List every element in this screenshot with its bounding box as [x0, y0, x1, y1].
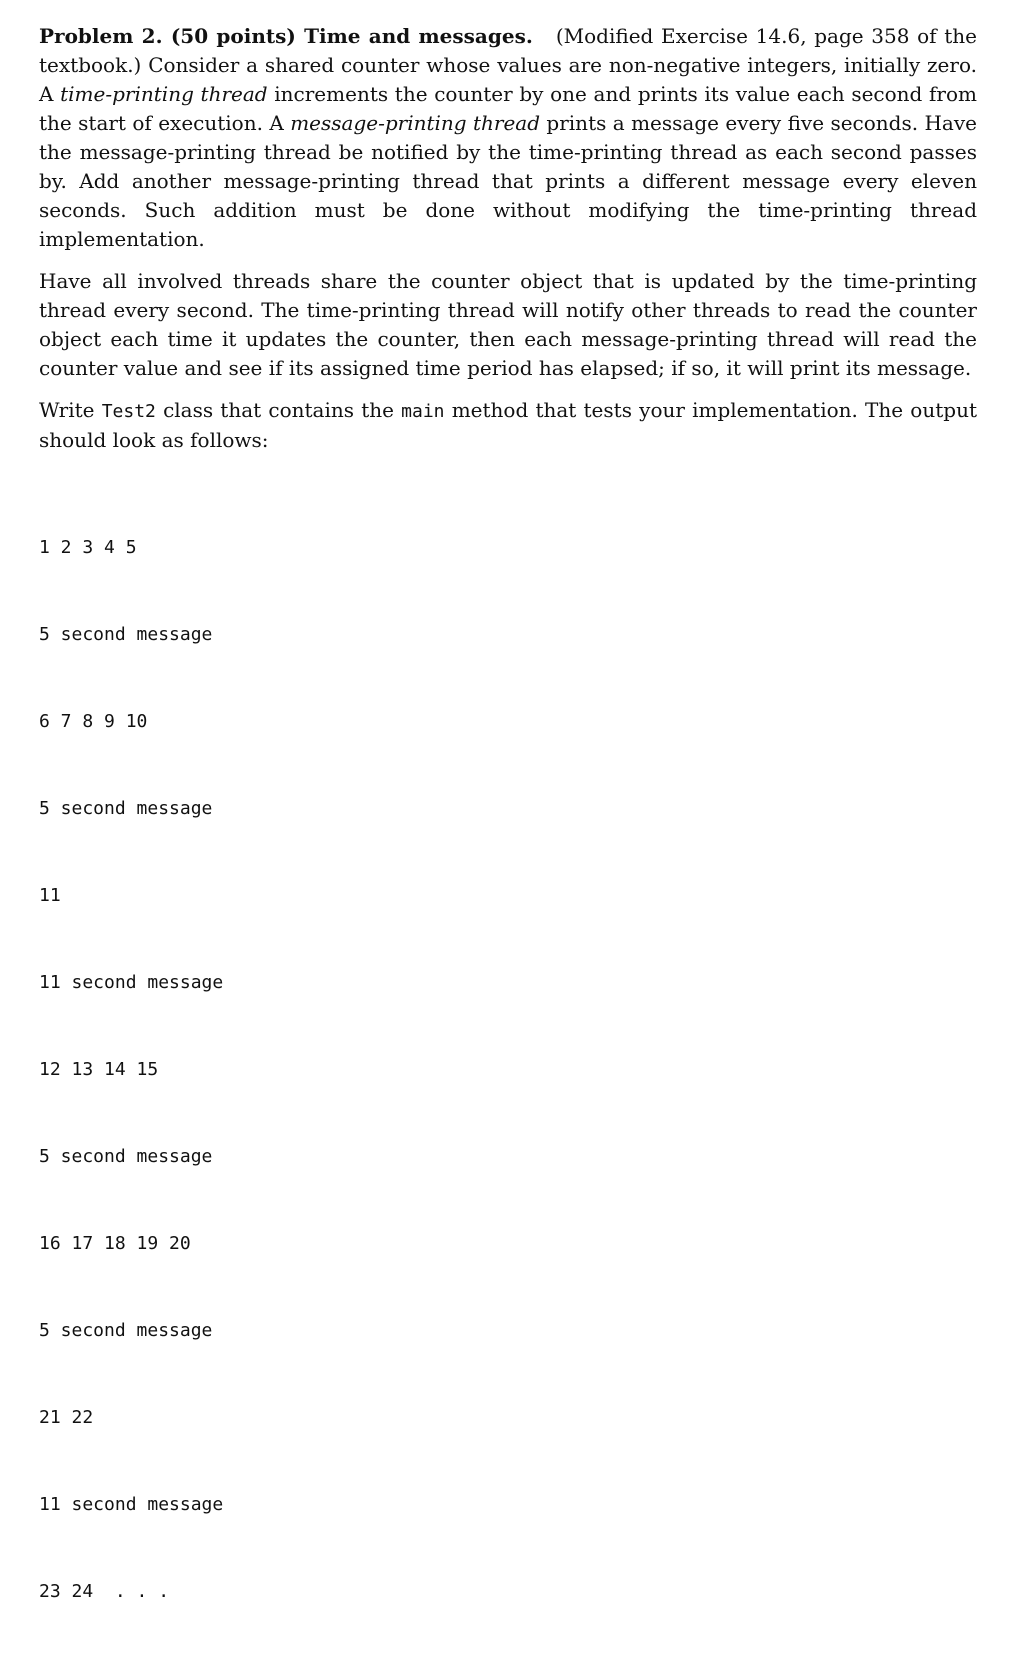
emphasis-term: time-printing thread [60, 82, 268, 106]
test-class-paragraph [39, 396, 977, 455]
emphasis-term: message-printing thread [290, 111, 541, 135]
output-line: 23 24 . . . [39, 1581, 170, 1602]
inline-code: Test2 [101, 401, 156, 422]
paragraph-text: prints a message every five seconds. Have the message-printing thread be notified by the time-printing thread as each second passes by. Add another message-printing thread that prints a different message every eleven seconds. Such addition must be done without modifying the time-printing thread implementation. [39, 111, 977, 251]
output-line: 5 second message [39, 798, 213, 819]
problem-statement-paragraph [39, 22, 977, 254]
output-line: 21 22 [39, 1407, 94, 1428]
problem-heading: Problem 2. (50 points) Time and messages. [39, 24, 533, 48]
paragraph-text: (Modified Exercise 14.6, page 358 of the textbook.) Consider a shared counter whose values are non-negative integers, initially zero. A [39, 24, 977, 106]
output-line: 5 second message [39, 1146, 213, 1167]
problem-document [39, 22, 977, 1664]
output-line: 16 17 18 19 20 [39, 1233, 191, 1254]
output-line: 11 [39, 885, 61, 906]
inline-code: main [401, 401, 445, 422]
paragraph-text: increments the counter by one and prints its value each second from the start of execution. A [39, 82, 977, 135]
expected-output-block [39, 475, 977, 1664]
shared-counter-paragraph: Have all involved threads share the counter object that is updated by the time-printing thread every second. The time-printing thread will notify other threads to read the counter object each time it updates the counter, then each message-printing thread will read the counter value and see if its assigned time period has elapsed; if so, it will print its message. [39, 269, 977, 380]
output-line: 5 second message [39, 624, 213, 645]
output-line: 11 second message [39, 1494, 224, 1515]
output-line: 5 second message [39, 1320, 213, 1341]
paragraph-text: class that contains the [155, 398, 402, 422]
paragraph-text: method that tests your implementation. The output should look as follows: [39, 398, 977, 452]
output-line: 11 second message [39, 972, 224, 993]
paragraph-text: Write [39, 398, 102, 422]
output-line: 1 2 3 4 5 [39, 537, 137, 558]
output-line: 12 13 14 15 [39, 1059, 159, 1080]
output-line: 6 7 8 9 10 [39, 711, 148, 732]
